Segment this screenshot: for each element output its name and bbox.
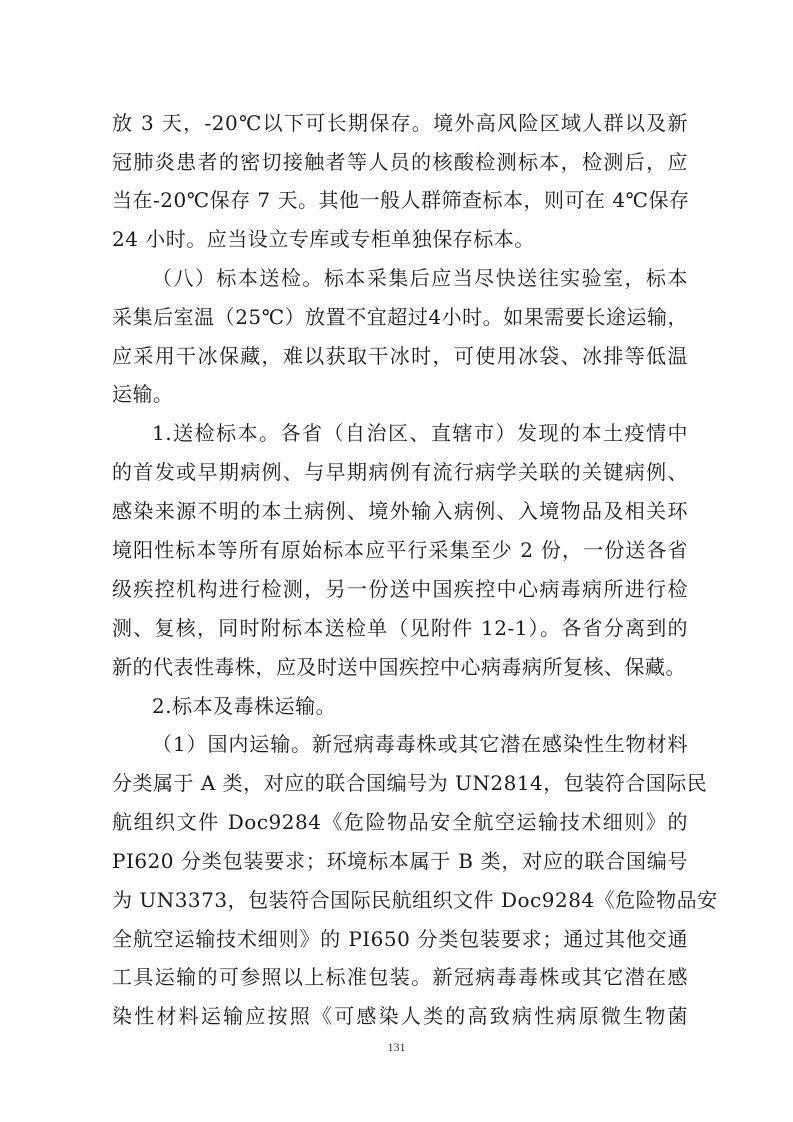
text-line: 当在-20℃保存 7 天。其他一般人群筛查标本，则可在 4℃保存 <box>112 188 690 212</box>
text-line: 采集后室温（25℃）放置不宜超过4小时。如果需要长途运输， <box>112 305 688 329</box>
text-line: （1）国内运输。新冠病毒毒株或其它潜在感染性生物材料 <box>152 732 688 756</box>
text-line: 应采用干冰保藏，难以获取干冰时，可使用冰袋、冰排等低温 <box>112 344 688 368</box>
text-line: 2.标本及毒株运输。 <box>152 694 337 718</box>
text-line: （八）标本送检。标本采集后应当尽快送往实验室，标本 <box>152 266 688 290</box>
text-line: 测、复核，同时附标本送检单（见附件 12-1）。各省分离到的 <box>112 616 688 640</box>
text-line: 24 小时。应当设立专库或专柜单独保存标本。 <box>112 227 535 251</box>
text-line: 级疾控机构进行检测，另一份送中国疾控中心病毒病所进行检 <box>112 577 688 601</box>
page-number: 131 <box>387 1040 406 1054</box>
text-line: 放 3 天，-20℃以下可长期保存。境外高风险区域人群以及新 <box>112 111 688 135</box>
text-line: 感染来源不明的本土病例、境外输入病例、入境物品及相关环 <box>112 499 688 523</box>
text-line: 运输。 <box>112 382 174 406</box>
text-line: 分类属于 A 类，对应的联合国编号为 UN2814，包装符合国际民 <box>112 771 708 795</box>
text-line: 工具运输的可参照以上标准包装。新冠病毒毒株或其它潜在感 <box>112 965 688 989</box>
text-line: 境阳性标本等所有原始标本应平行采集至少 2 份，一份送各省 <box>112 538 688 562</box>
text-line: 航组织文件 Doc9284《危险物品安全航空运输技术细则》的 <box>112 810 688 834</box>
text-line: 染性材料运输应按照《可感染人类的高致病性病原微生物菌 <box>112 1004 688 1028</box>
text-line: PI620 分类包装要求；环境标本属于 B 类，对应的联合国编号 <box>112 849 688 873</box>
text-line: 新的代表性毒株，应及时送中国疾控中心病毒病所复核、保藏。 <box>112 655 686 679</box>
text-line: 的首发或早期病例、与早期病例有流行病学关联的关键病例、 <box>112 460 688 484</box>
text-line: 全航空运输技术细则》的 PI650 分类包装要求；通过其他交通 <box>112 927 688 951</box>
text-line: 为 UN3373，包装符合国际民航组织文件 Doc9284《危险物品安 <box>112 888 718 912</box>
text-line: 1.送检标本。各省（自治区、直辖市）发现的本土疫情中 <box>152 421 688 445</box>
text-line: 冠肺炎患者的密切接触者等人员的核酸检测标本，检测后，应 <box>112 150 688 174</box>
